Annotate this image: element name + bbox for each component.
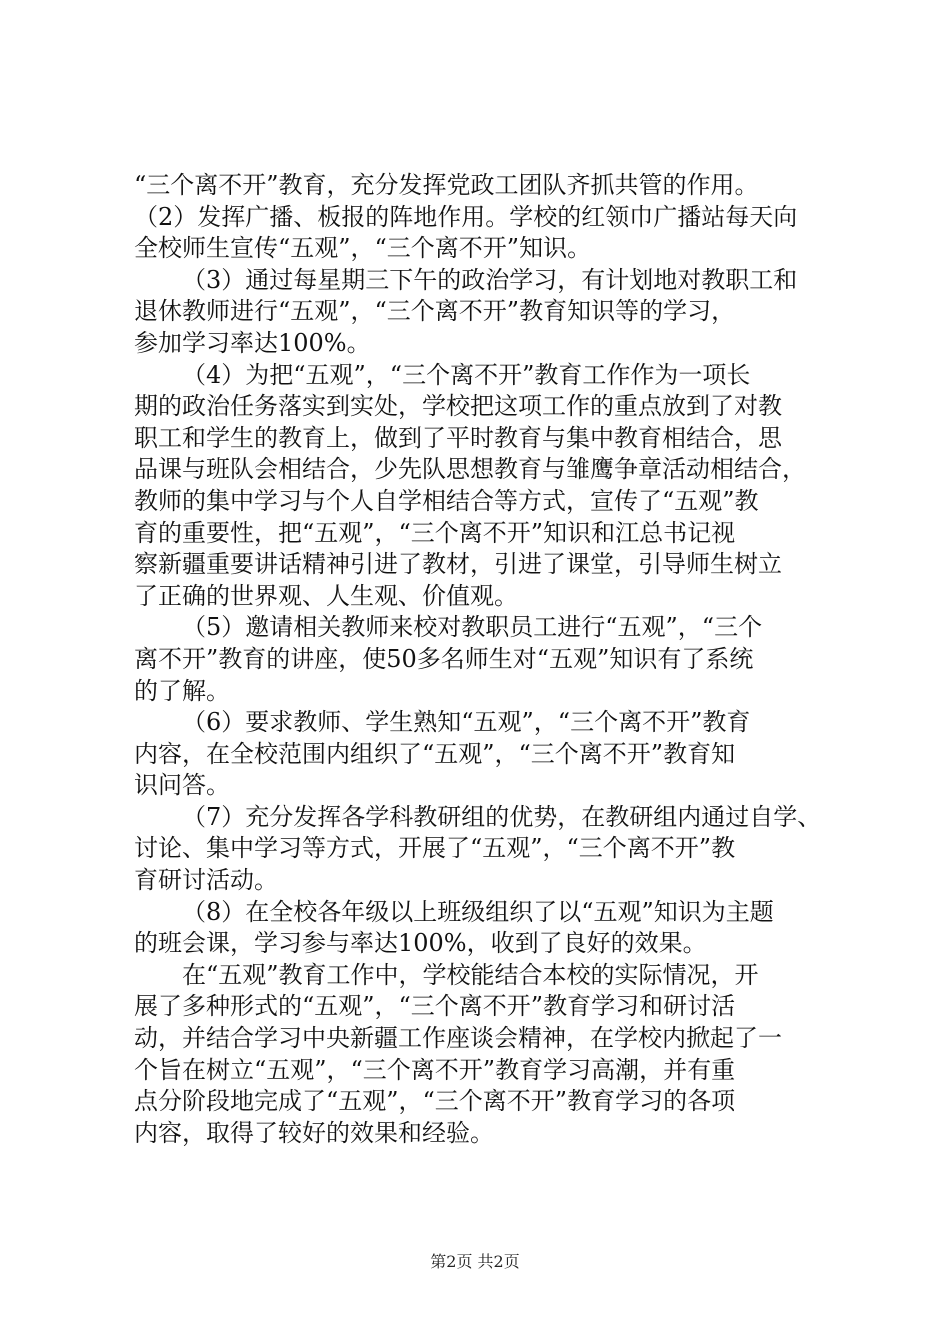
- text-line: “三个离不开”教育，充分发挥党政工团队齐抓共管的作用。: [134, 171, 759, 199]
- text-line: 参加学习率达100%。: [134, 328, 371, 357]
- text-line: 品课与班队会相结合，少先队思想教育与雏鹰争章活动相结合，: [134, 455, 806, 484]
- page-number-footer: 第2页 共2页: [430, 1252, 520, 1271]
- text-line: （2）发挥广播、板报的阵地作用。学校的红领巾广播站每天向: [134, 202, 798, 231]
- text-line: 展了多种形式的“五观”，“三个离不开”教育学习和研讨活: [134, 992, 736, 1021]
- text-line: 个旨在树立“五观”，“三个离不开”教育学习高潮，并有重: [134, 1055, 736, 1084]
- text-line: 的了解。: [134, 676, 230, 705]
- text-line: 内容，取得了较好的效果和经验。: [134, 1118, 494, 1147]
- text-line: （8）在全校各年级以上班级组织了以“五观”知识为主题: [182, 897, 774, 926]
- text-line: 育研讨活动。: [134, 866, 278, 895]
- text-line: 察新疆重要讲话精神引进了教材，引进了课堂，引导师生树立: [134, 550, 782, 579]
- text-line: 动，并结合学习中央新疆工作座谈会精神，在学校内掀起了一: [134, 1024, 782, 1053]
- text-line: 期的政治任务落实到实处，学校把这项工作的重点放到了对教: [134, 392, 782, 421]
- text-line: （3）通过每星期三下午的政治学习，有计划地对教职工和: [182, 265, 798, 294]
- text-line: （7）充分发挥各学科教研组的优势，在教研组内通过自学、: [182, 802, 822, 831]
- text-line: 育的重要性，把“五观”，“三个离不开”知识和江总书记视: [134, 518, 736, 547]
- text-line: 的班会课，学习参与率达100%，收到了良好的效果。: [134, 929, 707, 958]
- text-line: 内容，在全校范围内组织了“五观”，“三个离不开”教育知: [134, 739, 736, 768]
- text-line: 离不开”教育的讲座，使50多名师生对“五观”知识有了系统: [134, 644, 754, 673]
- text-line: 全校师生宣传“五观”，“三个离不开”知识。: [134, 234, 592, 263]
- text-line: 识问答。: [134, 771, 230, 800]
- document-body: [134, 170, 834, 1149]
- text-line: 退休教师进行“五观”，“三个离不开”教育知识等的学习，: [134, 297, 736, 326]
- text-line: （5）邀请相关教师来校对教职员工进行“五观”，“三个: [182, 613, 763, 642]
- text-line: 了正确的世界观、人生观、价值观。: [134, 581, 518, 610]
- text-line: 在“五观”教育工作中，学校能结合本校的实际情况，开: [182, 960, 759, 989]
- text-line: 教师的集中学习与个人自学相结合等方式，宣传了“五观”教: [134, 486, 759, 515]
- text-line: 点分阶段地完成了“五观”，“三个离不开”教育学习的各项: [134, 1087, 736, 1116]
- text-line: 讨论、集中学习等方式，开展了“五观”，“三个离不开”教: [134, 834, 736, 863]
- text-line: （4）为把“五观”，“三个离不开”教育工作作为一项长: [182, 360, 751, 389]
- text-line: （6）要求教师、学生熟知“五观”，“三个离不开”教育: [182, 708, 751, 737]
- text-line: 职工和学生的教育上，做到了平时教育与集中教育相结合，思: [134, 423, 782, 452]
